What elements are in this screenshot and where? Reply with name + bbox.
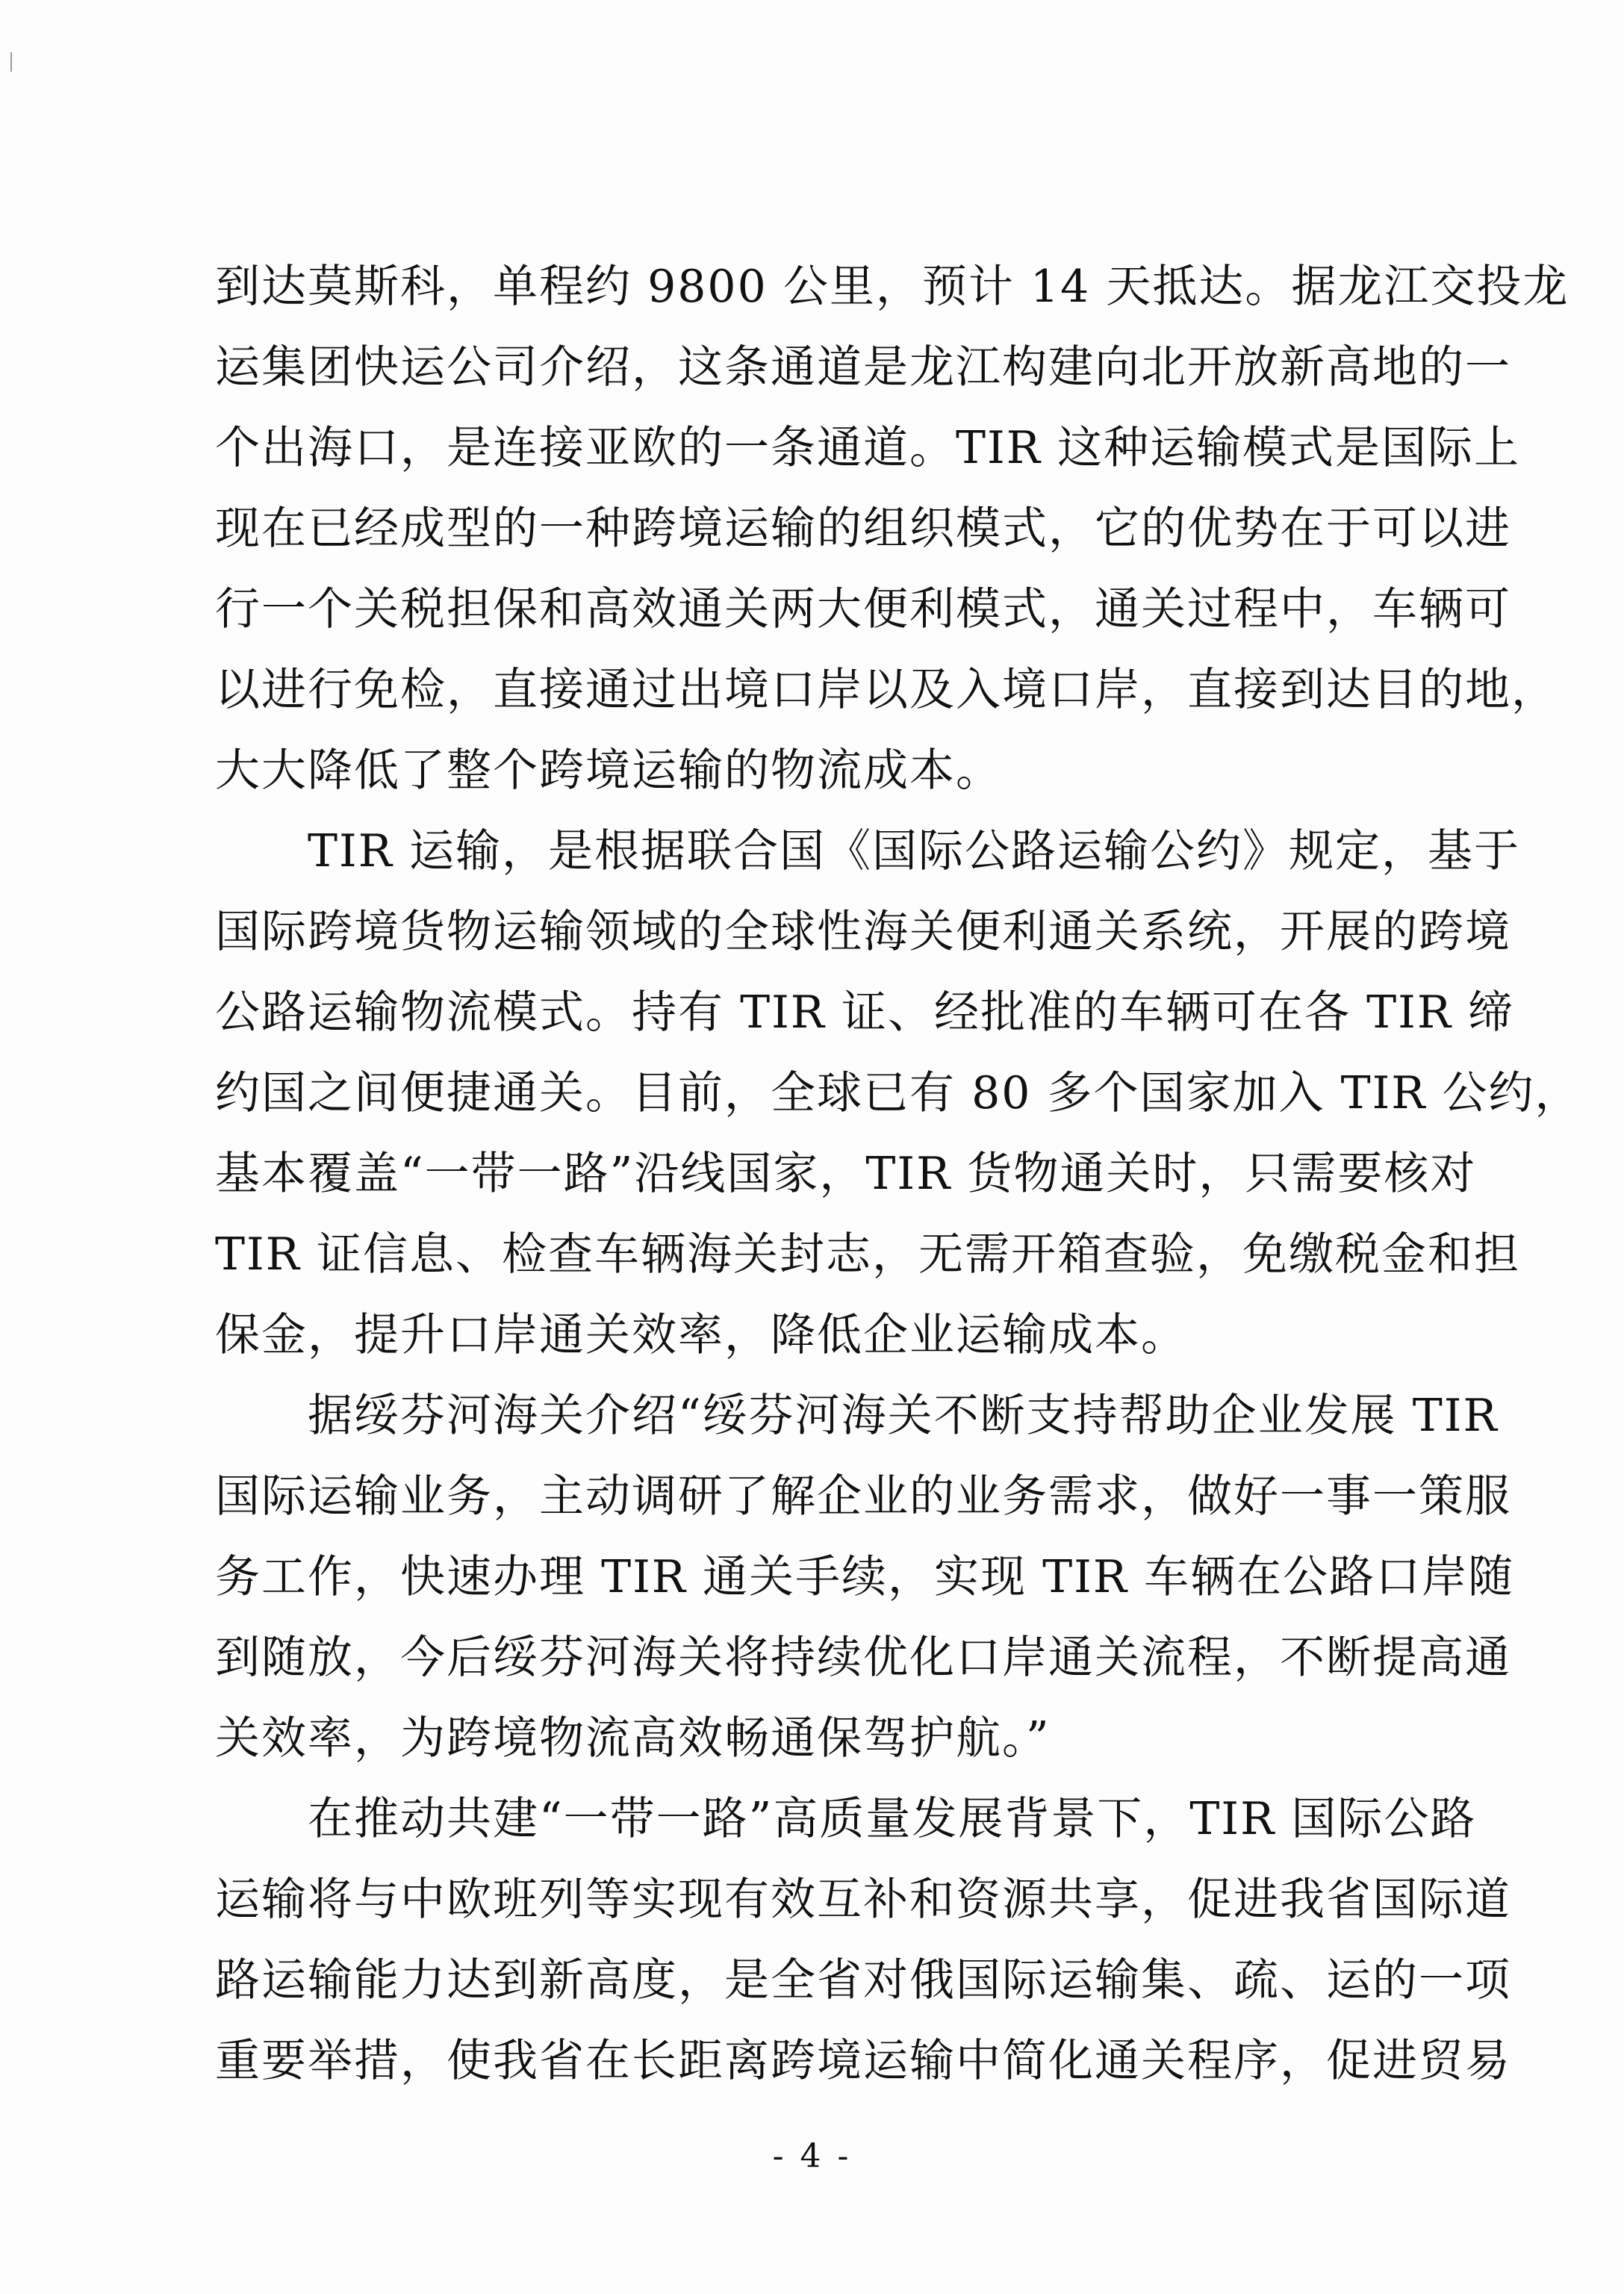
paragraph-1-line-6: 以进行免检，直接通过出境口岸以及入境口岸，直接到达目的地，	[215, 664, 1558, 716]
paragraph-3-line-5: 关效率，为跨境物流高效畅通保驾护航。”	[215, 1712, 1051, 1765]
paragraph-3-line-1: 据绥芬河海关介绍“绥芬河海关不断支持帮助企业发展 TIR	[215, 1390, 1499, 1442]
paragraph-1-line-1: 到达莫斯科，单程约 9800 公里，预计 14 天抵达。据龙江交投龙	[215, 261, 1569, 313]
paragraph-2-line-7: 保金，提升口岸通关效率，降低企业运输成本。	[215, 1309, 1187, 1361]
paragraph-2-line-4: 约国之间便捷通关。目前，全球已有 80 多个国家加入 TIR 公约，	[215, 1067, 1581, 1119]
paragraph-4-line-1: 在推动共建“一带一路”高质量发展背景下，TIR 国际公路	[215, 1793, 1477, 1845]
paragraph-2-line-2: 国际跨境货物运输领域的全球性海关便利通关系统，开展的跨境	[215, 906, 1511, 958]
paragraph-4-line-4: 重要举措，使我省在长距离跨境运输中简化通关程序，促进贸易	[215, 2035, 1511, 2087]
paragraph-3-line-3: 务工作，快速办理 TIR 通关手续，实现 TIR 车辆在公路口岸随	[215, 1551, 1515, 1603]
paragraph-1-line-7: 大大降低了整个跨境运输的物流成本。	[215, 745, 1002, 797]
paragraph-2-line-3: 公路运输物流模式。持有 TIR 证、经批准的车辆可在各 TIR 缔	[215, 986, 1515, 1039]
body-text	[215, 246, 1581, 2101]
paragraph-1-line-4: 现在已经成型的一种跨境运输的组织模式，它的优势在于可以进	[215, 503, 1511, 555]
paragraph-2-line-5: 基本覆盖“一带一路”沿线国家，TIR 货物通关时，只需要核对	[215, 1148, 1477, 1200]
paragraph-1-line-2: 运集团快运公司介绍，这条通道是龙江构建向北开放新高地的一	[215, 341, 1511, 394]
paragraph-3-line-2: 国际运输业务，主动调研了解企业的业务需求，做好一事一策服	[215, 1470, 1511, 1523]
paragraph-3-line-4: 到随放，今后绥芬河海关将持续优化口岸通关流程，不断提高通	[215, 1632, 1511, 1684]
scan-artifact-mark	[10, 52, 12, 72]
page-number: - 4 -	[772, 2137, 852, 2175]
paragraph-1-line-5: 行一个关税担保和高效通关两大便利模式，通关过程中，车辆可	[215, 583, 1511, 635]
paragraph-4-line-3: 路运输能力达到新高度，是全省对俄国际运输集、疏、运的一项	[215, 1954, 1511, 2007]
paragraph-1-line-3: 个出海口，是连接亚欧的一条通道。TIR 这种运输模式是国际上	[215, 422, 1520, 474]
paragraph-4-line-2: 运输将与中欧班列等实现有效互补和资源共享，促进我省国际道	[215, 1874, 1511, 1926]
paragraph-2-line-6: TIR 证信息、检查车辆海关封志，无需开箱查验，免缴税金和担	[215, 1228, 1520, 1281]
paragraph-2-line-1: TIR 运输，是根据联合国《国际公路运输公约》规定，基于	[215, 825, 1520, 877]
